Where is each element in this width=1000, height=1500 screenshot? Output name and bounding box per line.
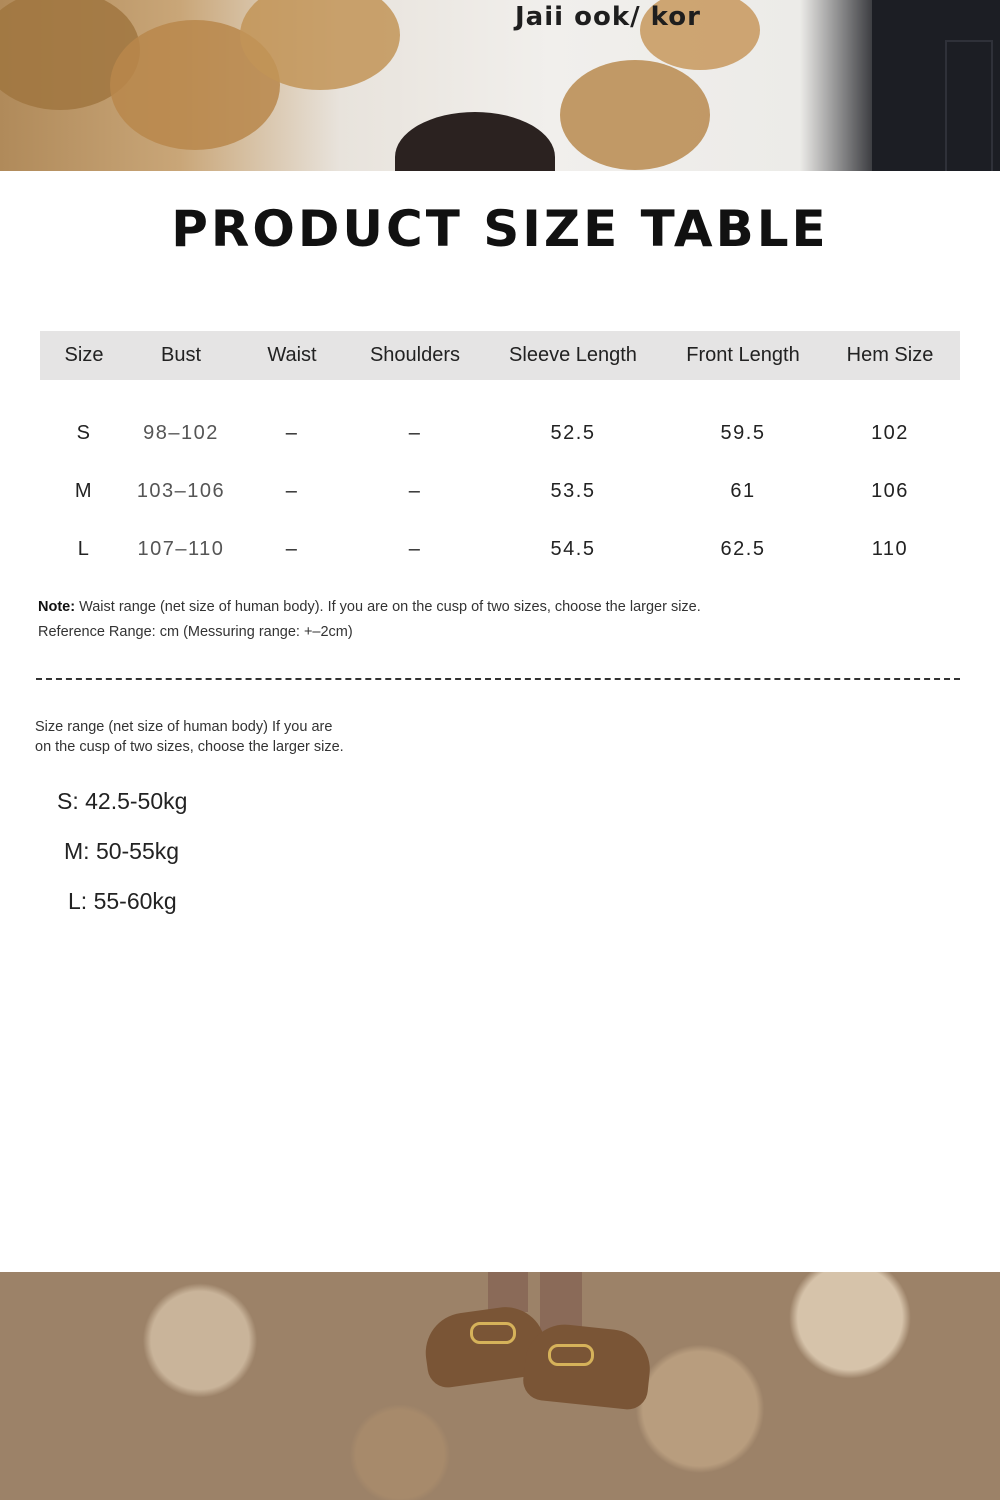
model-leg — [540, 1272, 582, 1332]
size-note — [38, 595, 701, 645]
header-front-length: Front Length — [686, 344, 800, 366]
dashed-divider — [36, 678, 960, 680]
weight-item-l: L: 55-60kg — [68, 888, 177, 914]
cell-bust: 98–102 — [143, 421, 219, 444]
cell-size: S — [76, 421, 92, 444]
cell-front-length: 59.5 — [720, 421, 766, 444]
loafer-shoe — [521, 1321, 653, 1412]
top-product-photo — [0, 0, 1000, 171]
cell-hem-size: 106 — [871, 479, 909, 502]
header-bust: Bust — [160, 344, 202, 366]
header-sleeve-length: Sleeve Length — [509, 344, 637, 366]
cell-sleeve-length: 54.5 — [550, 537, 596, 560]
table-row — [40, 380, 960, 462]
size-range-line: Size range (net size of human body) If you are — [35, 719, 333, 735]
cell-bust: 103–106 — [136, 479, 226, 502]
cell-front-length: 62.5 — [720, 537, 766, 560]
cell-hem-size: 102 — [871, 421, 909, 444]
header-hem-size: Hem Size — [846, 344, 934, 366]
note-text: Waist range (net size of human body). If you are on the cusp of two sizes, choose the larger size. — [75, 599, 701, 615]
door-panel — [945, 40, 993, 171]
shoe-buckle — [470, 1322, 516, 1344]
size-table — [40, 331, 960, 578]
reference-range: Reference Range: cm (Messuring range: +–2cm) — [38, 624, 353, 640]
table-row — [40, 520, 960, 578]
size-range-line: on the cusp of two sizes, choose the larger size. — [35, 739, 344, 755]
cell-size: L — [77, 537, 91, 560]
header-size: Size — [64, 344, 104, 366]
model-leg — [488, 1272, 528, 1312]
cell-waist: – — [285, 421, 299, 444]
table-row — [40, 462, 960, 520]
cell-waist: – — [285, 479, 299, 502]
size-range-text — [35, 717, 375, 757]
note-line — [38, 595, 701, 620]
note-label: Note: — [38, 599, 76, 615]
bottom-product-photo — [0, 1272, 1000, 1500]
cell-shoulders: – — [408, 479, 422, 502]
header-shoulders: Shoulders — [369, 344, 461, 366]
header-waist: Waist — [267, 344, 317, 366]
cell-shoulders: – — [408, 421, 422, 444]
cell-front-length: 61 — [730, 479, 756, 502]
cell-sleeve-length: 52.5 — [550, 421, 596, 444]
wall-sign: Jaii ook/ kor — [515, 2, 701, 32]
leaf-decoration — [560, 60, 710, 170]
model-hair — [395, 112, 555, 171]
page-title: PRODUCT SIZE TABLE — [171, 200, 829, 258]
cell-shoulders: – — [408, 537, 422, 560]
table-header-row — [40, 331, 960, 380]
cell-hem-size: 110 — [871, 537, 909, 560]
cell-bust: 107–110 — [137, 537, 225, 560]
cell-waist: – — [285, 537, 299, 560]
cell-sleeve-length: 53.5 — [550, 479, 596, 502]
shoe-buckle — [548, 1344, 594, 1366]
weight-item-s: S: 42.5-50kg — [57, 788, 188, 814]
cell-size: M — [74, 479, 94, 502]
weight-item-m: M: 50-55kg — [64, 838, 180, 864]
